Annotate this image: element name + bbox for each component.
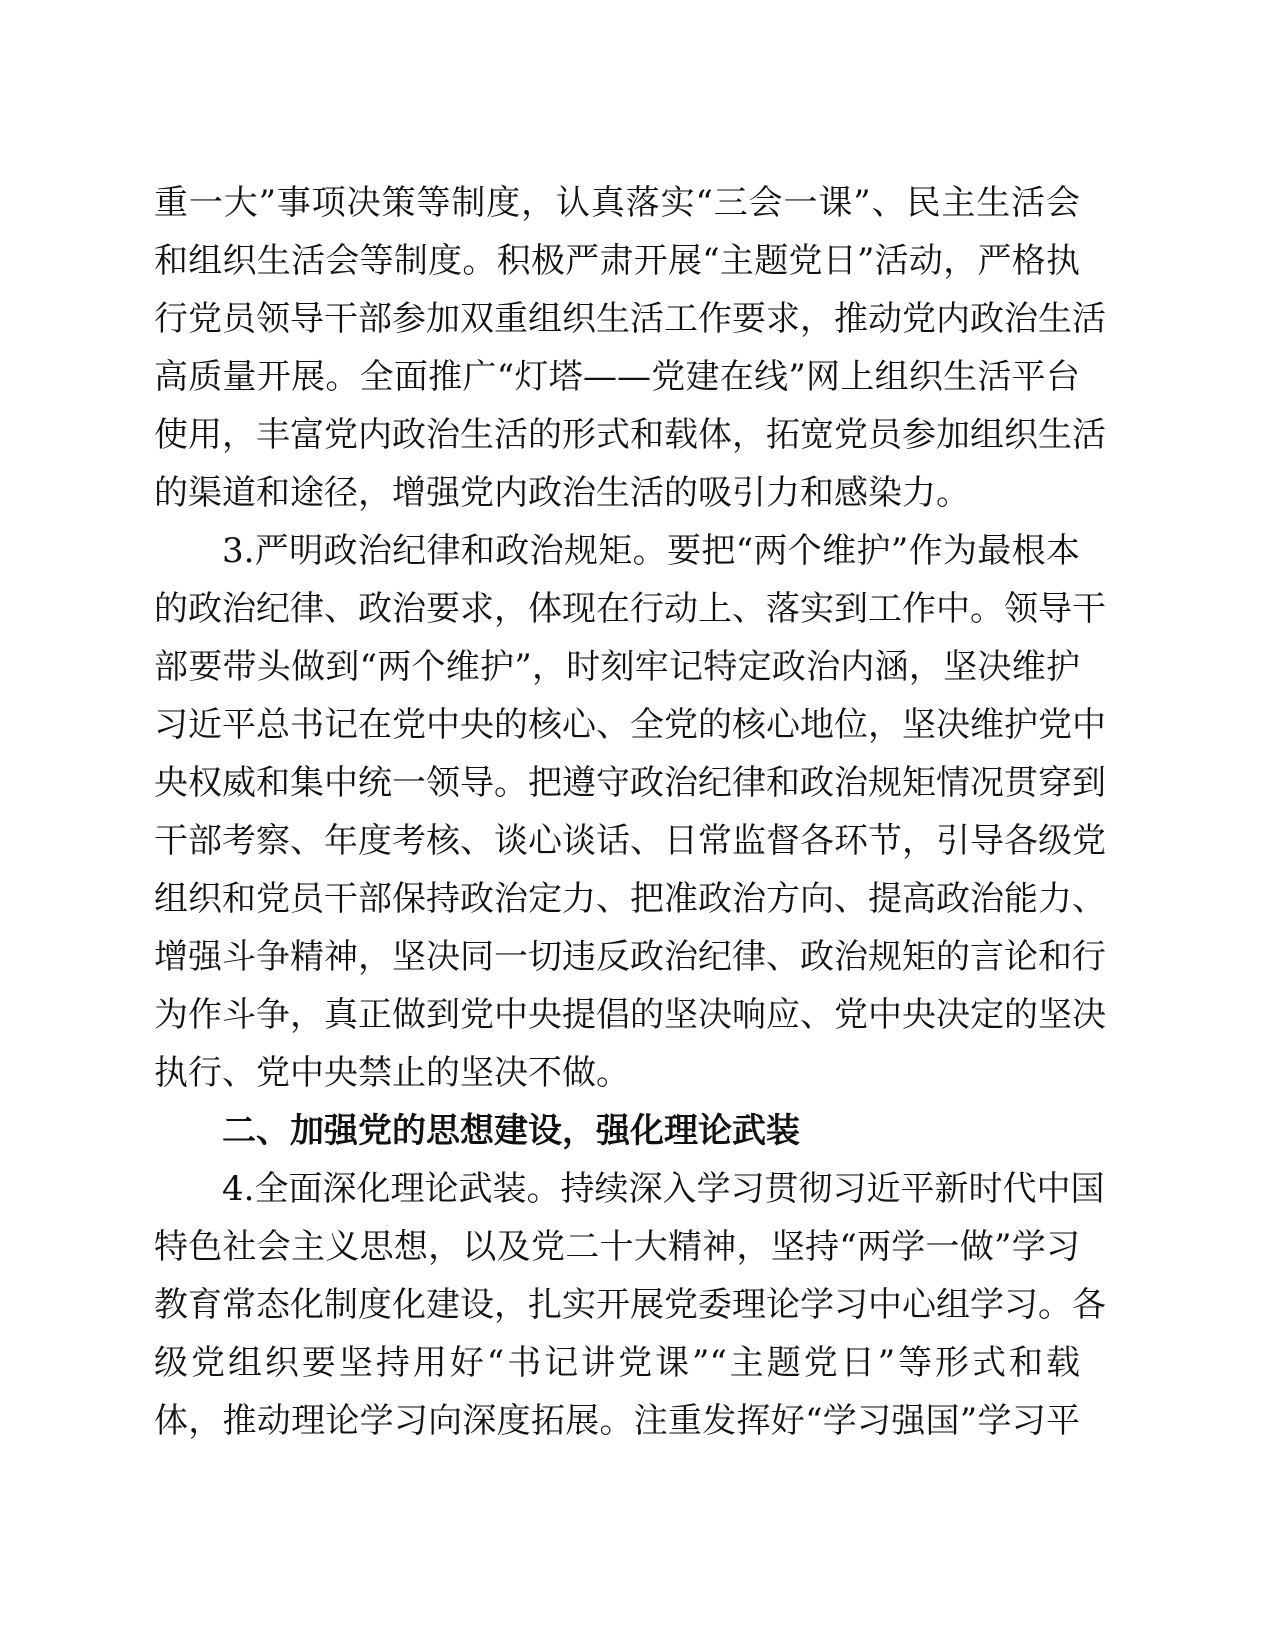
text-line: 增强斗争精神，坚决同一切违反政治纪律、政治规矩的言论和行 bbox=[154, 937, 1106, 977]
text-line: 组织和党员干部保持政治定力、把准政治方向、提高政治能力、 bbox=[154, 879, 1106, 919]
text-line: 和组织生活会等制度。积极严肃开展“主题党日”活动，严格执 bbox=[154, 241, 1080, 281]
text-line: 高质量开展。全面推广“灯塔——党建在线”网上组织生活平台 bbox=[154, 357, 1080, 397]
text-line: 的政治纪律、政治要求，体现在行动上、落实到工作中。领导干 bbox=[154, 589, 1106, 629]
text-line: 干部考察、年度考核、谈心谈话、日常监督各环节，引导各级党 bbox=[154, 821, 1106, 861]
text-line: 使用，丰富党内政治生活的形式和载体，拓宽党员参加组织生活 bbox=[154, 415, 1106, 455]
text-line: 执行、党中央禁止的坚决不做。 bbox=[154, 1053, 630, 1093]
text-line: 部要带头做到“两个维护”，时刻牢记特定政治内涵，坚决维护 bbox=[154, 647, 1080, 687]
text-line: 行党员领导干部参加双重组织生活工作要求，推动党内政治生活 bbox=[154, 299, 1106, 339]
text-line: 央权威和集中统一领导。把遵守政治纪律和政治规矩情况贯穿到 bbox=[154, 763, 1106, 803]
section-heading: 二、加强党的思想建设，强化理论武装 bbox=[222, 1111, 800, 1151]
text-line: 为作斗争，真正做到党中央提倡的坚决响应、党中央决定的坚决 bbox=[154, 995, 1106, 1035]
text-line: 级党组织要坚持用好“书记讲党课”“主题党日”等形式和载 bbox=[154, 1343, 1080, 1383]
text-line: 特色社会主义思想，以及党二十大精神，坚持“两学一做”学习 bbox=[154, 1227, 1080, 1267]
document-body bbox=[154, 174, 1106, 1450]
text-line: 习近平总书记在党中央的核心、全党的核心地位，坚决维护党中 bbox=[154, 705, 1106, 745]
text-line: 重一大”事项决策等制度，认真落实“三会一课”、民主生活会 bbox=[154, 183, 1080, 223]
text-line: 体，推动理论学习向深度拓展。注重发挥好“学习强国”学习平 bbox=[154, 1401, 1080, 1441]
paragraph-3-start: 3.严明政治纪律和政治规矩。要把“两个维护”作为最根本 bbox=[222, 531, 1080, 571]
text-line: 教育常态化制度化建设，扎实开展党委理论学习中心组学习。各 bbox=[154, 1285, 1106, 1325]
paragraph-4-start: 4.全面深化理论武装。持续深入学习贯彻习近平新时代中国 bbox=[222, 1169, 1105, 1209]
text-line: 的渠道和途径，增强党内政治生活的吸引力和感染力。 bbox=[154, 473, 970, 513]
